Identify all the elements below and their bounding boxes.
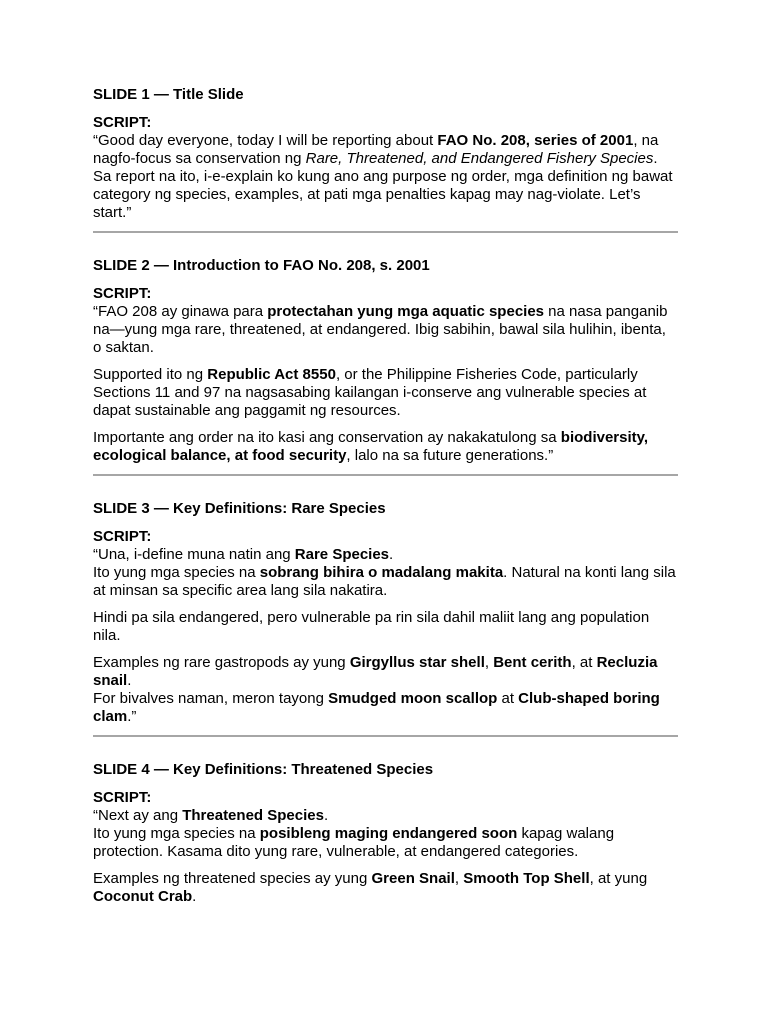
text-run: “Good day everyone, today I will be reporting about xyxy=(93,132,438,149)
bold-text: Coconut Crab xyxy=(93,888,193,905)
text-run: For bivalves naman, meron tayong xyxy=(93,690,329,707)
text-run: kapag walang protection. Kasama dito yung rare, vulnerable, at endangered categories. xyxy=(93,825,615,860)
bold-text: sobrang bihira o madalang makita xyxy=(259,564,504,581)
text-run: .” xyxy=(127,708,137,725)
bold-text: biodiversity, ecological balance, at food security xyxy=(93,429,649,464)
italic-text: Rare, Threatened, and Endangered Fishery Species xyxy=(305,150,654,167)
script-paragraph xyxy=(93,429,678,465)
text-run: Hindi pa sila endangered, pero vulnerable pa rin sila dahil maliit lang ang population nila. xyxy=(93,609,650,644)
slide-title: SLIDE 1 — Title Slide xyxy=(93,86,244,103)
script-label: SCRIPT: xyxy=(93,114,152,131)
text-run: Examples ng threatened species ay yung xyxy=(93,870,372,887)
script-paragraph xyxy=(93,303,678,357)
text-run: . xyxy=(323,807,329,824)
slide-section xyxy=(93,257,678,465)
bold-text: Bent cerith xyxy=(493,654,572,671)
text-run: , xyxy=(454,870,464,887)
text-run: na nasa panganib na—yung mga rare, threatened, at endangered. Ibig sabihin, bawal sila hulihin, ibenta, o saktan. xyxy=(93,303,668,356)
text-run: “FAO 208 ay ginawa para xyxy=(93,303,268,320)
text-run: . Sa report na ito, i-e-explain ko kung ano ang purpose ng order, mga definition ng bawat category ng species, examples, at pati mga penalties kapag may nag-violate. Let’s start.” xyxy=(93,150,673,221)
script-paragraph xyxy=(93,366,678,420)
script-paragraph xyxy=(93,870,678,906)
text-run: Supported ito ng xyxy=(93,366,208,383)
text-run: Importante ang order na ito kasi ang conservation ay nakakatulong sa xyxy=(93,429,561,446)
bold-text: Republic Act 8550 xyxy=(207,366,336,383)
slide-title: SLIDE 4 — Key Definitions: Threatened Species xyxy=(93,761,434,778)
script-label: SCRIPT: xyxy=(93,528,152,545)
text-run: , at yung xyxy=(589,870,648,887)
text-run: , or the Philippine Fisheries Code, particularly Sections 11 and 97 na nagsasabing kailangan i-conserve ang vulnerable species at dapat sustainable ang paggamit ng resources. xyxy=(93,366,647,419)
text-run: , na nagfo-focus sa conservation ng xyxy=(93,132,659,167)
section-divider xyxy=(93,474,678,476)
slide-title: SLIDE 2 — Introduction to FAO No. 208, s. 2001 xyxy=(93,257,430,274)
bold-text: Green Snail xyxy=(371,870,455,887)
text-run: . xyxy=(389,546,394,563)
bold-text: Smooth Top Shell xyxy=(463,870,590,887)
slide-section xyxy=(93,86,678,222)
script-paragraph xyxy=(93,807,678,861)
bold-text: posibleng maging endangered soon xyxy=(259,825,518,842)
section-divider xyxy=(93,735,678,737)
bold-text: Rare Species xyxy=(294,546,390,563)
script-label: SCRIPT: xyxy=(93,789,152,806)
text-run: “Next ay ang xyxy=(93,807,183,824)
document-body xyxy=(93,86,678,915)
bold-text: Recluzia snail xyxy=(93,654,658,689)
text-run: Ito yung mga species na xyxy=(93,564,260,581)
text-run: , xyxy=(484,654,494,671)
text-run: at xyxy=(497,690,519,707)
section-divider xyxy=(93,231,678,233)
bold-text: Smudged moon scallop xyxy=(328,690,498,707)
slide-section xyxy=(93,761,678,906)
slide-section xyxy=(93,500,678,726)
bold-text: Girgyllus star shell xyxy=(349,654,485,671)
script-label: SCRIPT: xyxy=(93,285,152,302)
slide-title: SLIDE 3 — Key Definitions: Rare Species xyxy=(93,500,386,517)
script-paragraph xyxy=(93,546,678,600)
text-run: Ito yung mga species na xyxy=(93,825,260,842)
script-paragraph xyxy=(93,609,678,645)
text-run: . xyxy=(192,888,197,905)
text-run: “Una, i-define muna natin ang xyxy=(93,546,295,563)
bold-text: Club-shaped boring clam xyxy=(93,690,660,725)
bold-text: FAO No. 208, series of 2001 xyxy=(437,132,634,149)
text-run: Examples ng rare gastropods ay yung xyxy=(93,654,350,671)
text-run: , at xyxy=(571,654,597,671)
script-paragraph xyxy=(93,132,678,222)
text-run: . Natural na konti lang sila at minsan sa specific area lang sila nakatira. xyxy=(93,564,676,599)
text-run: . xyxy=(127,672,132,689)
bold-text: Threatened Species xyxy=(182,807,324,824)
script-paragraph xyxy=(93,654,678,726)
bold-text: protectahan yung mga aquatic species xyxy=(267,303,545,320)
text-run: , lalo na sa future generations.” xyxy=(346,447,554,464)
